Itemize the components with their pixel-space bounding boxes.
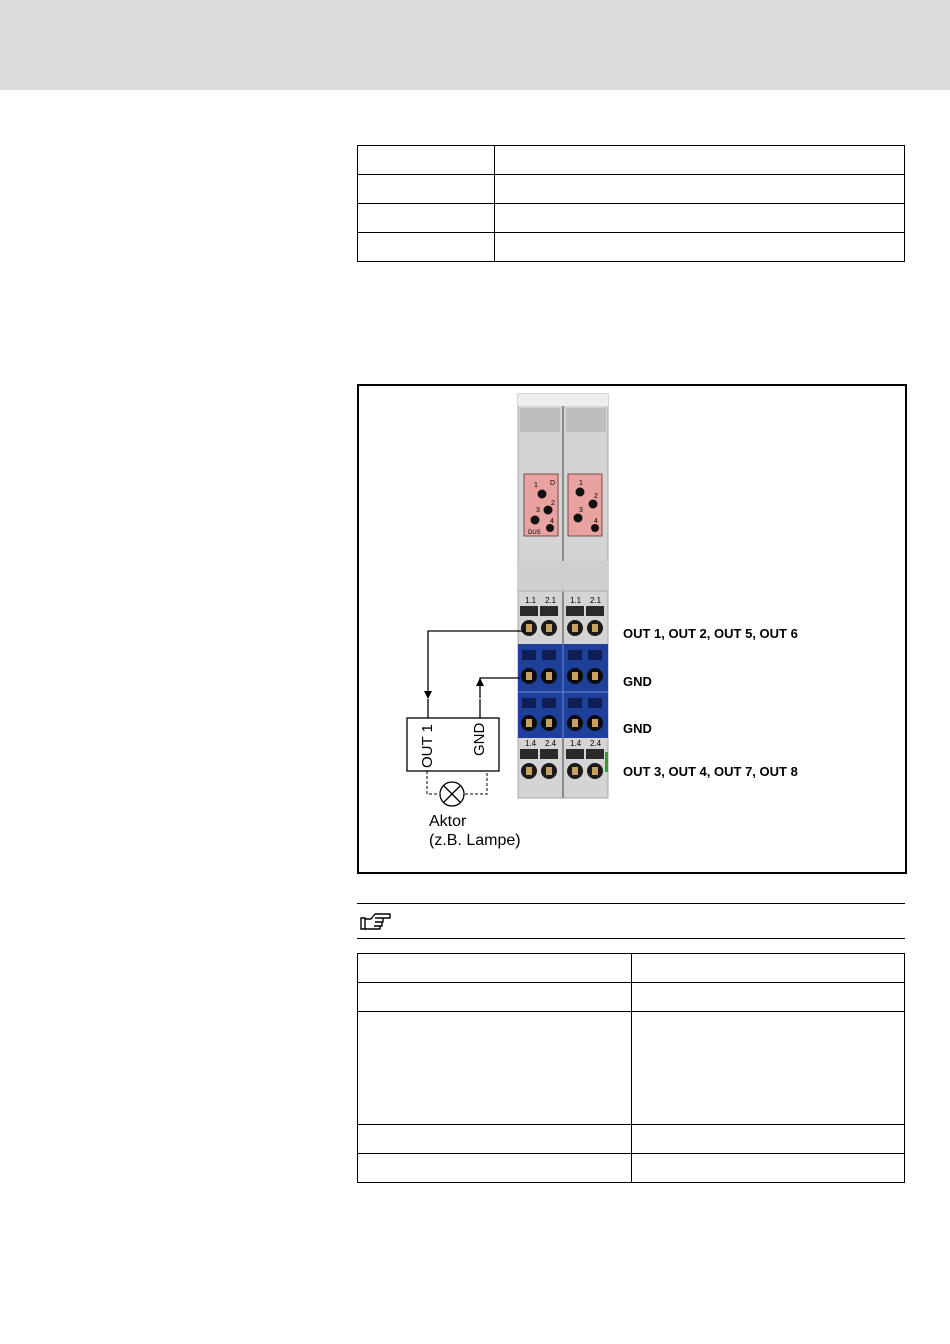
left-connector-pin2: 2 bbox=[551, 500, 555, 507]
right-connector-pin4: 4 bbox=[594, 518, 598, 525]
table-row bbox=[358, 146, 905, 175]
table-row bbox=[358, 1125, 905, 1154]
terminal-label: 1.1 bbox=[525, 596, 537, 605]
right-connector-pin2: 2 bbox=[594, 493, 598, 500]
table-row bbox=[358, 983, 905, 1012]
terminal-label: 1.1 bbox=[570, 596, 582, 605]
right-connector bbox=[568, 474, 602, 536]
right-connector-pin1: 1 bbox=[579, 480, 583, 487]
terminal-label: 1.4 bbox=[570, 739, 582, 748]
aktor-example-label: (z.B. Lampe) bbox=[429, 832, 521, 849]
terminal-label: 2.1 bbox=[590, 596, 602, 605]
actuator-box bbox=[407, 699, 499, 771]
left-connector-pin4: 4 bbox=[550, 518, 554, 525]
wiring-lines bbox=[428, 631, 525, 698]
box-gnd-label: GND bbox=[471, 722, 488, 756]
table-row bbox=[358, 954, 905, 983]
gnd-label-2: GND bbox=[623, 721, 652, 736]
left-connector-pin3: 3 bbox=[536, 507, 540, 514]
terminal-label: 1.4 bbox=[525, 739, 537, 748]
note-bar bbox=[357, 903, 905, 939]
out-bottom-label: OUT 3, OUT 4, OUT 7, OUT 8 bbox=[623, 764, 798, 779]
wiring-figure bbox=[357, 384, 907, 874]
aktor-label: Aktor bbox=[429, 813, 467, 830]
wiring-diagram bbox=[359, 386, 905, 872]
right-connector-pin3: 3 bbox=[579, 507, 583, 514]
table-row bbox=[358, 1012, 905, 1125]
table-row bbox=[358, 204, 905, 233]
out-top-label: OUT 1, OUT 2, OUT 5, OUT 6 bbox=[623, 626, 798, 641]
arrow-down-icon bbox=[424, 691, 432, 699]
top-table bbox=[357, 145, 905, 262]
lamp-icon bbox=[440, 782, 464, 806]
left-connector bbox=[524, 474, 558, 536]
left-connector-tag-d: D bbox=[550, 480, 556, 487]
terminal-label: 2.1 bbox=[545, 596, 557, 605]
pointing-hand-icon bbox=[359, 910, 393, 932]
table-row bbox=[358, 233, 905, 262]
box-out-label: OUT 1 bbox=[419, 724, 436, 768]
bottom-table bbox=[357, 953, 905, 1183]
left-connector-tag-dus: DUS bbox=[528, 530, 541, 536]
left-connector-pin1: 1 bbox=[534, 482, 538, 489]
table-row bbox=[358, 175, 905, 204]
table-row bbox=[358, 1154, 905, 1183]
arrow-up-icon bbox=[476, 678, 484, 686]
page-header-band bbox=[0, 0, 950, 90]
terminal-label: 2.4 bbox=[590, 739, 602, 748]
terminal-label: 2.4 bbox=[545, 739, 557, 748]
gnd-label-1: GND bbox=[623, 674, 652, 689]
